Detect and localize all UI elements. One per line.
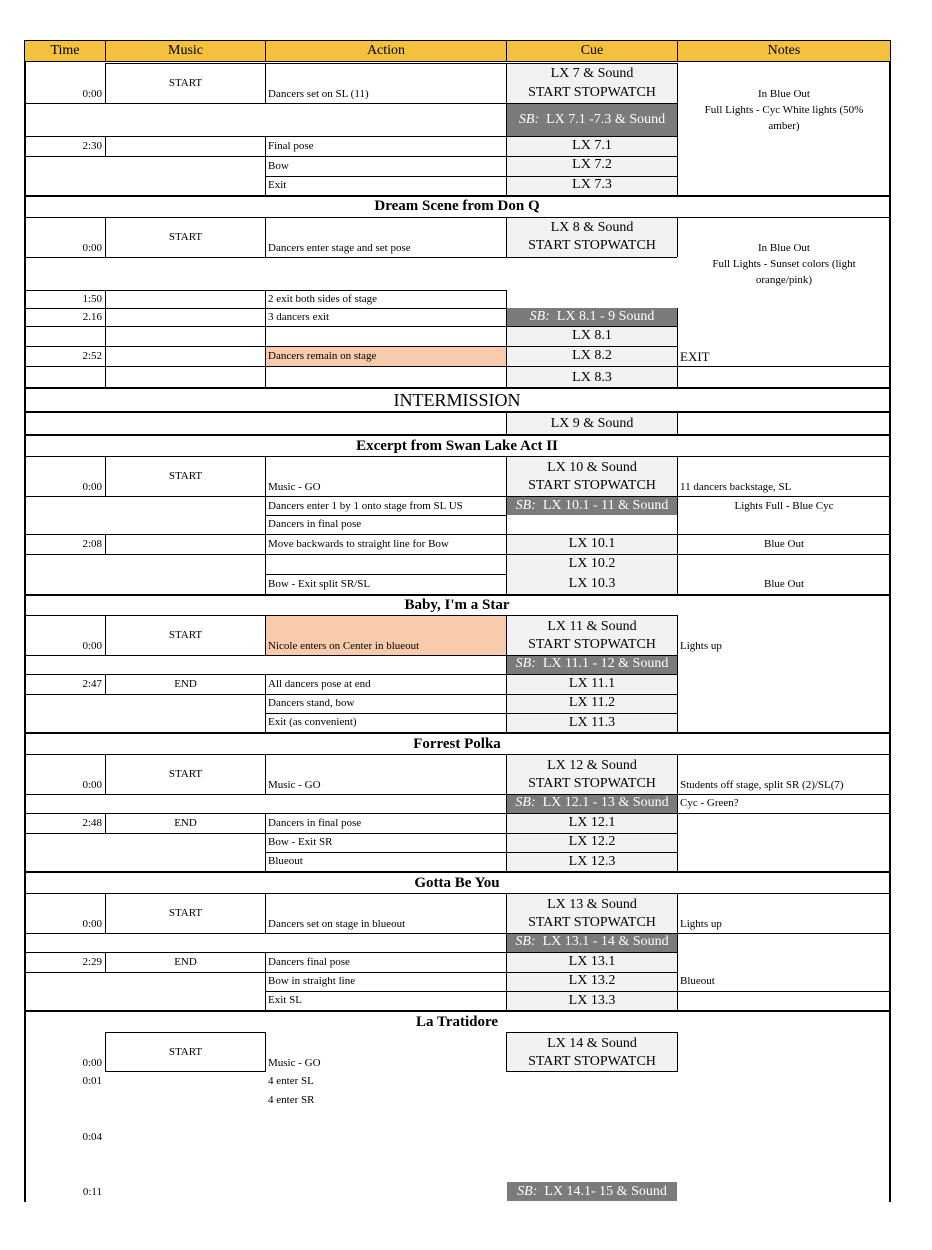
note-cell: Full Lights - Cyc White lights (50% <box>704 105 864 116</box>
action-cell: Dancers enter stage and set pose <box>268 243 411 254</box>
standby-cue <box>507 657 677 671</box>
note-cell: Full Lights - Sunset colors (light <box>712 259 856 270</box>
sb-label: SB: <box>515 935 536 949</box>
sb-label: SB: <box>529 310 550 324</box>
action-cell: Bow in straight line <box>268 976 356 987</box>
section-title: Baby, I'm a Star <box>404 598 510 613</box>
cue-cell: LX 7.1 <box>572 139 612 153</box>
time-cell: 0:00 <box>82 243 102 254</box>
section-title: Dream Scene from Don Q <box>374 199 540 214</box>
time-cell: 2:47 <box>82 679 102 690</box>
cue-cell: LX 10.1 <box>568 537 616 551</box>
time-cell: 0:04 <box>82 1132 102 1143</box>
action-cell: Bow <box>268 161 289 172</box>
section-divider <box>24 732 890 734</box>
action-cell: Bow - Exit split SR/SL <box>268 579 371 590</box>
grid-line <box>266 852 677 853</box>
cue-cell: LX 8.2 <box>572 349 612 363</box>
cue-stopwatch: START STOPWATCH <box>528 479 656 493</box>
grid-line <box>265 952 266 1010</box>
intermission-title: INTERMISSION <box>393 391 521 409</box>
grid-line <box>25 794 889 795</box>
cue-stopwatch: START STOPWATCH <box>528 239 656 253</box>
grid-line <box>266 515 507 516</box>
standby-cue <box>507 499 677 513</box>
section-divider <box>24 195 890 197</box>
action-cell: Exit <box>268 180 287 191</box>
action-cell: 4 enter SR <box>268 1095 315 1106</box>
grid-line <box>25 496 889 497</box>
grid-line <box>265 290 266 387</box>
music-start: START <box>168 769 203 780</box>
grid-line <box>25 346 677 347</box>
action-cell: Exit SL <box>268 995 302 1006</box>
frame-right <box>889 62 891 1202</box>
note-cell: Lights up <box>680 641 722 652</box>
cue-cell: LX 11.2 <box>568 696 616 710</box>
standby-cue <box>507 796 677 810</box>
action-cell: Dancers stand, bow <box>268 698 355 709</box>
grid-line <box>25 833 677 834</box>
grid-line <box>25 694 677 695</box>
music-start: START <box>168 232 203 243</box>
time-cell: 2:52 <box>82 351 102 362</box>
grid-line <box>25 308 507 309</box>
time-cell: 2:30 <box>82 141 102 152</box>
grid-line <box>25 136 677 137</box>
cue-lx: LX 14 & Sound <box>547 1037 637 1051</box>
grid-line <box>677 308 678 387</box>
sb-label: SB: <box>515 657 536 671</box>
grid-line <box>677 413 678 434</box>
sb-label: SB: <box>518 113 540 127</box>
standby-cue <box>507 1185 677 1199</box>
action-cell: Dancers final pose <box>268 957 350 968</box>
grid-line <box>25 217 889 218</box>
section-divider <box>24 594 890 596</box>
time-cell: 0:00 <box>82 1058 102 1069</box>
note-cell: Students off stage, split SR (2)/SL(7) <box>680 780 844 791</box>
grid-line <box>266 176 677 177</box>
action-cell: Nicole enters on Center in blueout <box>268 641 420 652</box>
time-cell: 2:29 <box>82 957 102 968</box>
section-divider <box>24 871 890 873</box>
section-title: Gotta Be You <box>414 876 500 891</box>
section-divider <box>24 411 890 413</box>
time-cell: 0:01 <box>82 1076 102 1087</box>
grid-line <box>25 290 507 291</box>
header-cue: Cue <box>506 40 678 62</box>
section-divider <box>24 434 890 436</box>
cue-cell: LX 8.3 <box>572 371 612 385</box>
cue-lx: LX 7 & Sound <box>550 67 634 81</box>
grid-line <box>265 217 266 257</box>
section-title: Excerpt from Swan Lake Act II <box>356 439 558 454</box>
frame-left <box>24 62 26 1202</box>
sb-cue-text: LX 13.1 - 14 & Sound <box>542 935 669 949</box>
time-cell: 1:50 <box>82 294 102 305</box>
sb-cue-text: LX 8.1 - 9 Sound <box>556 310 655 324</box>
grid-line <box>25 103 677 104</box>
music-start: START <box>168 471 203 482</box>
grid-line <box>265 63 266 103</box>
cue-cell: LX 13.3 <box>568 994 616 1008</box>
action-cell: Dancers enter 1 by 1 onto stage from SL US <box>268 501 463 512</box>
cue-stopwatch: START STOPWATCH <box>528 777 656 791</box>
cue-cell: LX 7.2 <box>572 158 612 172</box>
note-cell: amber) <box>768 121 800 132</box>
note-cell: orange/pink) <box>755 275 813 286</box>
action-cell: 4 enter SL <box>268 1076 314 1087</box>
action-cell: Dancers in final pose <box>268 519 362 530</box>
action-cell: Dancers remain on stage <box>268 351 377 362</box>
time-cell: 0:00 <box>82 89 102 100</box>
grid-line <box>266 713 677 714</box>
header-notes: Notes <box>677 40 891 62</box>
grid-line <box>25 933 889 934</box>
grid-line <box>265 754 266 794</box>
grid-line <box>25 326 677 327</box>
grid-line <box>266 574 507 575</box>
music-start: START <box>168 1047 203 1058</box>
note-cell: EXIT <box>680 350 710 363</box>
grid-line <box>106 63 678 64</box>
time-cell: 2.16 <box>82 312 102 323</box>
grid-line <box>105 534 106 554</box>
action-cell: 2 exit both sides of stage <box>268 294 378 305</box>
sb-cue-text: LX 12.1 - 13 & Sound <box>542 796 669 810</box>
action-cell: Dancers set on stage in blueout <box>268 919 406 930</box>
grid-line <box>25 655 677 656</box>
header-time: Time <box>24 40 106 62</box>
note-cell: Blue Out <box>763 579 805 590</box>
cue-cell: LX 10.3 <box>568 577 616 591</box>
grid-line <box>677 615 678 732</box>
cue-cell: LX 10.2 <box>568 557 616 571</box>
time-cell: 2:08 <box>82 539 102 550</box>
action-cell: Dancers set on SL (11) <box>268 89 369 100</box>
section-title: La Tratidore <box>415 1015 499 1030</box>
cue-cell: LX 7.3 <box>572 178 612 192</box>
grid-line <box>507 1032 678 1033</box>
note-cell: In Blue Out <box>758 243 810 254</box>
grid-line <box>265 813 266 871</box>
grid-line <box>25 615 677 616</box>
grid-line <box>265 136 266 196</box>
time-cell: 0:00 <box>82 482 102 493</box>
action-cell: Music - GO <box>268 482 321 493</box>
cue-lx: LX 13 & Sound <box>547 898 637 912</box>
sb-cue-text: LX 11.1 - 12 & Sound <box>542 657 669 671</box>
action-cell: Final pose <box>268 141 314 152</box>
time-cell: 0:00 <box>82 919 102 930</box>
grid-line <box>25 156 677 157</box>
music-end: END <box>174 957 197 968</box>
grid-line <box>25 456 889 457</box>
standby-cue <box>507 935 677 949</box>
sb-label: SB: <box>515 499 536 513</box>
cue-cell: LX 12.3 <box>568 855 616 869</box>
standby-cue <box>507 310 677 324</box>
action-cell: Move backwards to straight line for Bow <box>268 539 449 550</box>
action-cell: Bow - Exit SR <box>268 837 333 848</box>
cue-stopwatch: START STOPWATCH <box>528 1055 656 1069</box>
action-cell: Blueout <box>268 856 303 867</box>
cue-lx: LX 8 & Sound <box>550 221 634 235</box>
time-cell: 0:00 <box>82 780 102 791</box>
note-cell: Lights Full - Blue Cyc <box>734 501 834 512</box>
grid-line <box>105 136 106 156</box>
grid-line <box>266 991 889 992</box>
standby-cue <box>507 113 677 127</box>
cue-cell: LX 9 & Sound <box>550 417 634 431</box>
grid-line <box>105 290 106 387</box>
note-cell: In Blue Out <box>758 89 810 100</box>
grid-line <box>25 952 677 953</box>
grid-line <box>677 456 678 594</box>
grid-line <box>25 893 889 894</box>
time-cell: 0:11 <box>82 1187 102 1198</box>
music-end: END <box>174 679 197 690</box>
cue-cell: LX 12.2 <box>568 835 616 849</box>
cue-cell: LX 12.1 <box>568 816 616 830</box>
music-start: START <box>168 630 203 641</box>
action-cell: Exit (as convenient) <box>268 717 357 728</box>
grid-line <box>265 615 266 655</box>
cue-lx: LX 12 & Sound <box>547 759 637 773</box>
cue-cell: LX 11.1 <box>568 677 616 691</box>
cue-lx: LX 10 & Sound <box>547 461 637 475</box>
grid-line <box>265 674 266 732</box>
cue-stopwatch: START STOPWATCH <box>528 86 656 100</box>
section-title: Forrest Polka <box>413 737 501 752</box>
cue-cell: LX 13.1 <box>568 955 616 969</box>
note-cell: Cyc - Green? <box>680 798 739 809</box>
header-action: Action <box>265 40 507 62</box>
grid-line <box>265 1032 266 1072</box>
music-start: START <box>168 908 203 919</box>
grid-line <box>106 1071 266 1072</box>
note-cell: Lights up <box>680 919 722 930</box>
grid-line <box>25 972 677 973</box>
grid-line <box>25 674 677 675</box>
cue-cell: LX 8.1 <box>572 329 612 343</box>
grid-line <box>507 1071 678 1072</box>
grid-line <box>25 534 889 535</box>
grid-line <box>25 813 889 814</box>
note-cell: 11 dancers backstage, SL <box>680 482 792 493</box>
cue-cell: LX 13.2 <box>568 974 616 988</box>
section-divider <box>24 1010 890 1012</box>
grid-line <box>677 893 678 1010</box>
music-end: END <box>174 818 197 829</box>
action-cell: 3 dancers exit <box>268 312 330 323</box>
time-cell: 2:48 <box>82 818 102 829</box>
action-cell: Music - GO <box>268 780 321 791</box>
sb-label: SB: <box>515 796 536 810</box>
cue-cell: LX 11.3 <box>568 716 616 730</box>
grid-line <box>677 1032 678 1072</box>
note-cell: Blue Out <box>763 539 805 550</box>
cue-lx: LX 11 & Sound <box>547 620 637 634</box>
section-divider <box>24 387 890 389</box>
music-start: START <box>168 78 203 89</box>
time-cell: 0:00 <box>82 641 102 652</box>
grid-line <box>106 1032 266 1033</box>
sb-cue-text: LX 7.1 -7.3 & Sound <box>546 113 666 127</box>
action-cell: All dancers pose at end <box>268 679 371 690</box>
grid-line <box>25 366 889 367</box>
sb-cue-text: LX 10.1 - 11 & Sound <box>542 499 669 513</box>
cue-stopwatch: START STOPWATCH <box>528 638 656 652</box>
header-music: Music <box>105 40 266 62</box>
sb-label: SB: <box>517 1185 538 1199</box>
action-cell: Dancers in final pose <box>268 818 362 829</box>
sb-cue-text: LX 14.1- 15 & Sound <box>544 1185 667 1199</box>
grid-line <box>25 554 889 555</box>
grid-line <box>25 257 677 258</box>
grid-line <box>25 754 889 755</box>
note-cell: Blueout <box>680 976 715 987</box>
grid-line <box>265 893 266 933</box>
action-cell: Music - GO <box>268 1058 321 1069</box>
cue-stopwatch: START STOPWATCH <box>528 916 656 930</box>
